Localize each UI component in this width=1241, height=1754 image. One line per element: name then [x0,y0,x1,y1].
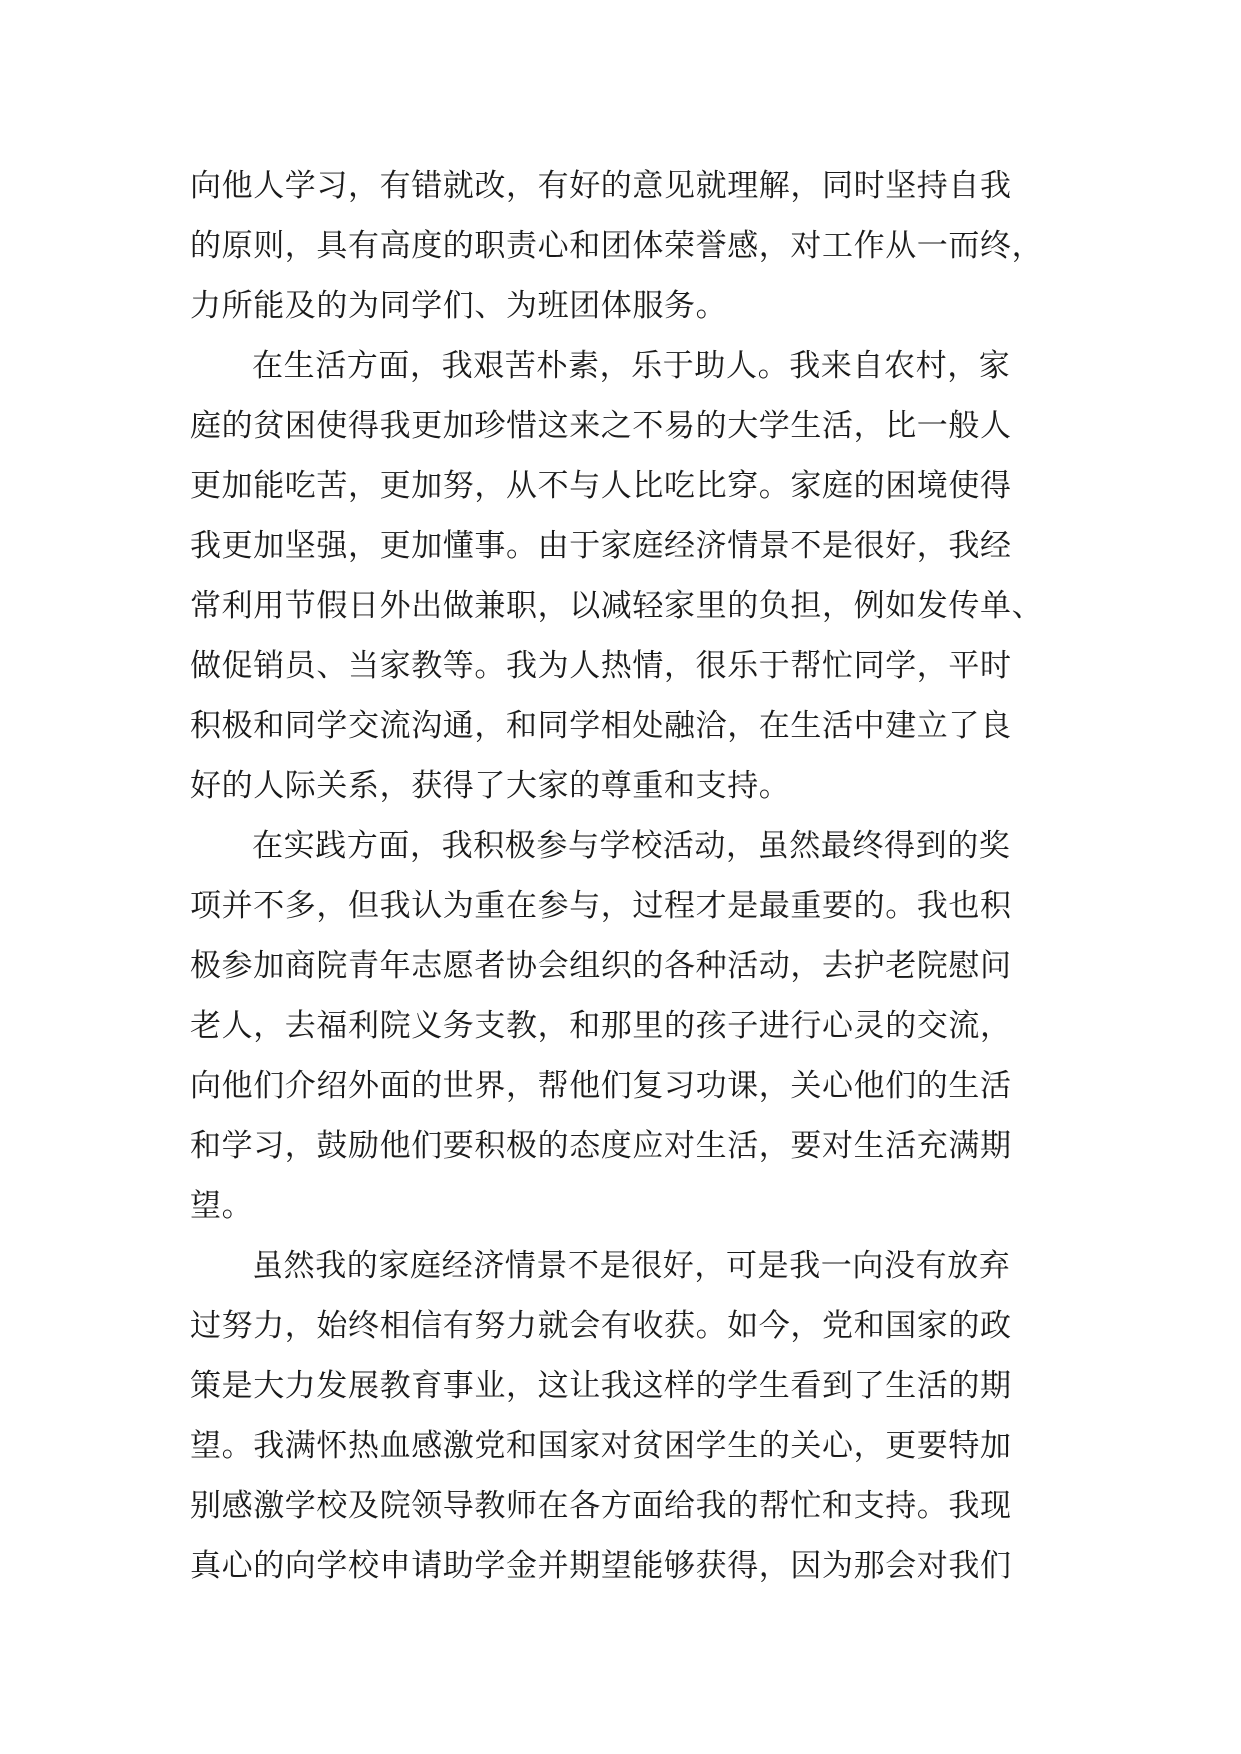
text-line: 和学习，鼓励他们要积极的态度应对生活，要对生活充满期 [190,1128,1012,1164]
text-line: 望。我满怀热血感激党和国家对贫困学生的关心，更要特加 [190,1428,1012,1464]
document-body [190,156,1052,1596]
paragraph-3 [190,816,1052,1236]
text-line: 过努力，始终相信有努力就会有收获。如今，党和国家的政 [190,1308,1012,1344]
text-line: 好的人际关系，获得了大家的尊重和支持。 [190,768,791,804]
text-line: 我更加坚强，更加懂事。由于家庭经济情景不是很好，我经 [190,528,1012,564]
text-line: 向他们介绍外面的世界，帮他们复习功课，关心他们的生活 [190,1068,1012,1104]
text-line: 极参加商院青年志愿者协会组织的各种活动，去护老院慰问 [190,948,1012,984]
text-line: 望。 [190,1188,254,1224]
paragraph-4 [190,1236,1052,1596]
paragraph-1 [190,156,1052,336]
text-line: 项并不多，但我认为重在参与，过程才是最重要的。我也积 [190,888,1012,924]
text-line: 积极和同学交流沟通，和同学相处融洽，在生活中建立了良 [190,708,1012,744]
text-line: 向他人学习，有错就改，有好的意见就理解，同时坚持自我 [190,168,1012,204]
text-line: 真心的向学校申请助学金并期望能够获得，因为那会对我们 [190,1548,1012,1584]
text-line: 庭的贫困使得我更加珍惜这来之不易的大学生活，比一般人 [190,408,1012,444]
text-line: 的原则，具有高度的职责心和团体荣誉感，对工作从一而终， [190,228,1044,264]
text-line: 常利用节假日外出做兼职，以减轻家里的负担，例如发传单、 [190,588,1044,624]
text-line: 在生活方面，我艰苦朴素，乐于助人。我来自农村，家 [252,348,1011,384]
text-line: 别感激学校及院领导教师在各方面给我的帮忙和支持。我现 [190,1488,1012,1524]
text-line: 虽然我的家庭经济情景不是很好，可是我一向没有放弃 [252,1248,1011,1284]
text-line: 老人，去福利院义务支教，和那里的孩子进行心灵的交流， [190,1008,1012,1044]
text-line: 在实践方面，我积极参与学校活动，虽然最终得到的奖 [252,828,1011,864]
text-line: 做促销员、当家教等。我为人热情，很乐于帮忙同学，平时 [190,648,1012,684]
paragraph-2 [190,336,1052,816]
text-line: 力所能及的为同学们、为班团体服务。 [190,288,728,324]
text-line: 策是大力发展教育事业，这让我这样的学生看到了生活的期 [190,1368,1012,1404]
text-line: 更加能吃苦，更加努，从不与人比吃比穿。家庭的困境使得 [190,468,1012,504]
